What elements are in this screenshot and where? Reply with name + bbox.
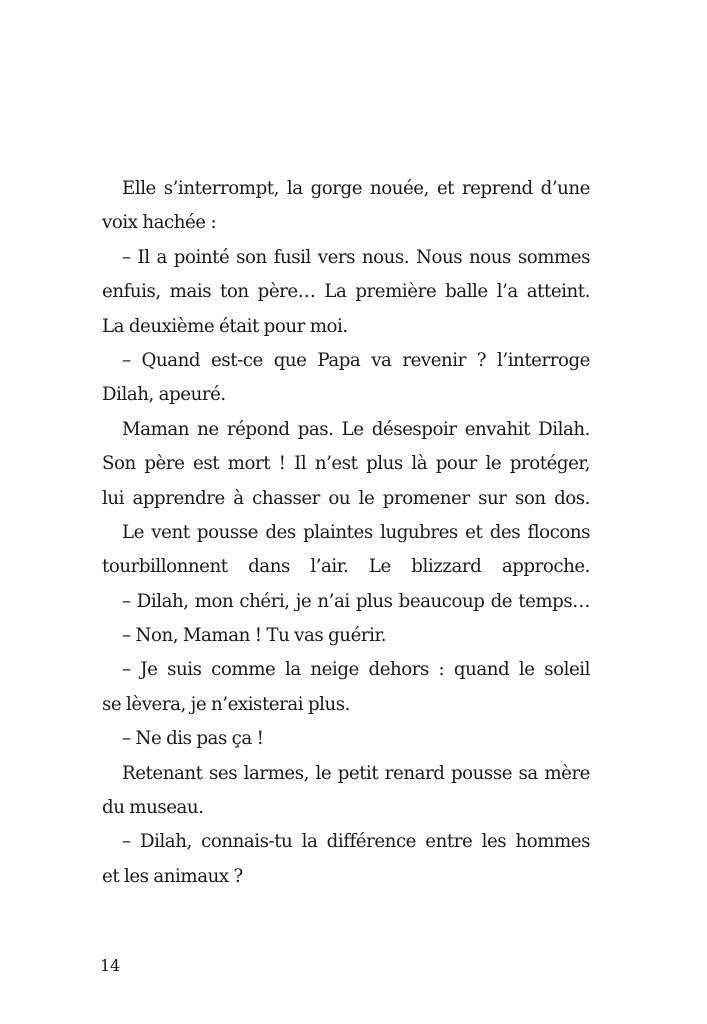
text-line: lui apprendre à chasser ou le promener sur son dos. [102,487,590,509]
text-line: – Dilah, connais-tu la différence entre les hommes [122,831,590,853]
page-number: 14 [100,956,120,975]
text-line: et les animaux ? [102,865,243,887]
text-line: Elle s’interrompt, la gorge nouée, et reprend d’une [122,178,590,199]
text-line: Maman ne répond pas. Le désespoir envahit Dilah. [122,418,590,440]
book-page-text [102,172,590,894]
text-line: tourbillonnent dans l’air. Le blizzard approche. [102,556,590,578]
text-line: Le vent pousse des plaintes lugubres et des flocons [122,521,590,543]
text-line: Retenant ses larmes, le petit renard pousse sa mère [122,762,590,784]
text-line: voix hachée : [102,212,217,234]
text-line: La deuxième était pour moi. [102,315,348,337]
text-line: – Je suis comme la neige dehors : quand le soleil [122,659,590,681]
text-line: – Ne dis pas ça ! [122,728,264,750]
text-line: – Non, Maman ! Tu vas guérir. [122,625,387,647]
text-line: du museau. [102,797,204,819]
text-line: – Quand est-ce que Papa va revenir ? l’interroge [122,349,590,371]
text-line: se lèvera, je n’existerai plus. [102,693,350,715]
text-line: enfuis, mais ton père… La première balle l’a atteint. [102,281,590,303]
text-line: – Dilah, mon chéri, je n’ai plus beaucoup de temps… [122,590,590,612]
text-line: Son père est mort ! Il n’est plus là pour le protéger, [102,453,590,475]
text-line: Dilah, apeuré. [102,384,226,406]
text-line: – Il a pointé son fusil vers nous. Nous nous sommes [122,246,590,268]
